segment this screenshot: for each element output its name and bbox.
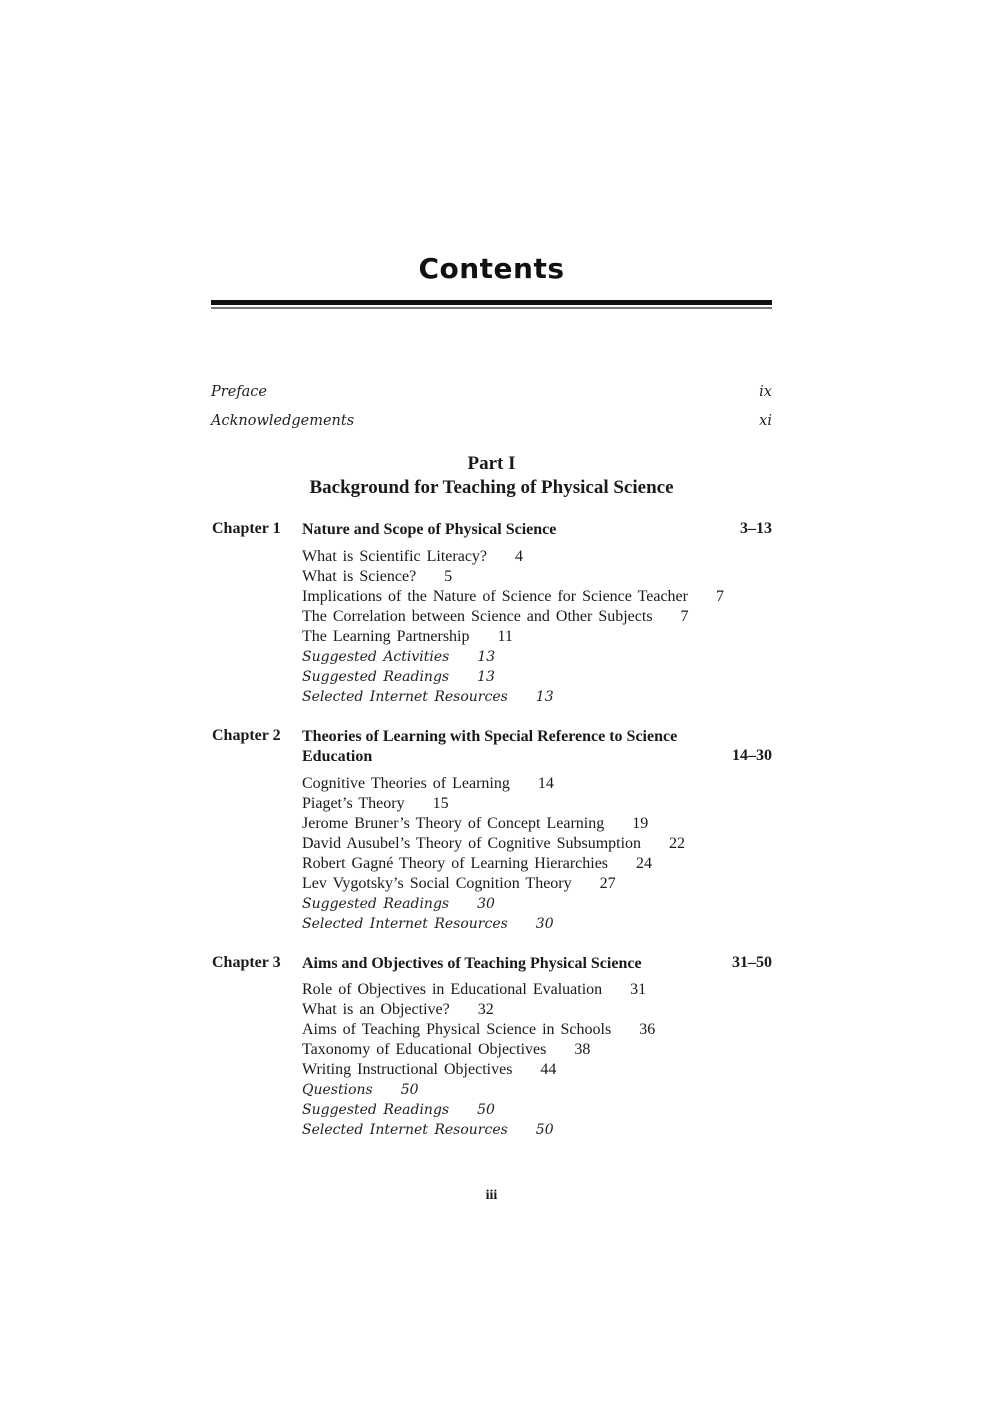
chapter-pages: 31–50	[732, 954, 772, 971]
toc-entry[interactable]: Aims of Teaching Physical Science in Schools 36	[302, 1021, 656, 1038]
chapter-title: Theories of Learning with Special Reference to Science Education	[302, 728, 678, 765]
toc-entry[interactable]: The Correlation between Science and Other Subjects 7	[302, 608, 689, 625]
chapter-3-sections	[302, 980, 772, 1140]
chapter-1-sections	[302, 547, 772, 707]
chapter-2-sections	[302, 774, 772, 934]
toc-entry[interactable]: Suggested Activities 13	[302, 649, 496, 665]
chapter-label: Chapter 2	[212, 727, 281, 744]
toc-entry[interactable]: Piaget’s Theory 15	[302, 795, 449, 812]
toc-entry[interactable]: Suggested Readings 30	[302, 896, 495, 912]
chapter-pages: 3–13	[740, 520, 772, 537]
toc-entry[interactable]: Selected Internet Resources 50	[302, 1122, 554, 1138]
toc-entry[interactable]: Lev Vygotsky’s Social Cognition Theory 27	[302, 875, 616, 892]
toc-entry[interactable]: Robert Gagné Theory of Learning Hierarchies 24	[302, 855, 653, 872]
toc-entry[interactable]: Writing Instructional Objectives 44	[302, 1061, 557, 1078]
toc-entry[interactable]: What is an Objective? 32	[302, 1001, 494, 1018]
toc-entry[interactable]: Suggested Readings 13	[302, 669, 495, 685]
toc-entry[interactable]: Suggested Readings 50	[302, 1102, 495, 1118]
toc-entry[interactable]: Implications of the Nature of Science for Science Teacher 7	[302, 588, 724, 605]
front-matter-acknowledgements[interactable]	[211, 413, 772, 429]
toc-entry[interactable]: The Learning Partnership 11	[302, 628, 513, 645]
part-title: Background for Teaching of Physical Science	[309, 477, 674, 498]
toc-entry[interactable]: Taxonomy of Educational Objectives 38	[302, 1041, 591, 1058]
toc-entry[interactable]: Selected Internet Resources 13	[302, 689, 554, 705]
toc-entry[interactable]: What is Scientific Literacy? 4	[302, 548, 524, 565]
toc-entry[interactable]: David Ausubel’s Theory of Cognitive Subsumption 22	[302, 835, 686, 852]
front-matter-page: xi	[759, 413, 772, 429]
chapter-title: Nature and Scope of Physical Science	[302, 521, 557, 538]
title-rule-thin	[211, 307, 772, 309]
front-matter-preface[interactable]	[211, 384, 772, 400]
part-label: Part I	[467, 453, 516, 474]
front-matter-label: Preface	[211, 384, 267, 400]
chapter-title: Aims and Objectives of Teaching Physical Science	[302, 955, 642, 972]
toc-entry[interactable]: Role of Objectives in Educational Evaluation 31	[302, 981, 647, 998]
part-heading	[211, 452, 772, 500]
toc-entry[interactable]: Jerome Bruner’s Theory of Concept Learning 19	[302, 815, 649, 832]
front-matter-label: Acknowledgements	[211, 413, 355, 429]
front-matter-page: ix	[759, 384, 772, 400]
page-title: Contents	[418, 252, 565, 285]
toc-entry[interactable]: Cognitive Theories of Learning 14	[302, 775, 554, 792]
chapter-label: Chapter 3	[212, 954, 281, 971]
toc-entry[interactable]: Questions 50	[302, 1082, 419, 1098]
toc-entry[interactable]: Selected Internet Resources 30	[302, 916, 554, 932]
chapter-pages: 14–30	[732, 747, 772, 764]
toc-entry[interactable]: What is Science? 5	[302, 568, 453, 585]
title-rule-thick	[211, 300, 772, 305]
page-number: iii	[485, 1188, 498, 1203]
chapter-label: Chapter 1	[212, 520, 281, 537]
